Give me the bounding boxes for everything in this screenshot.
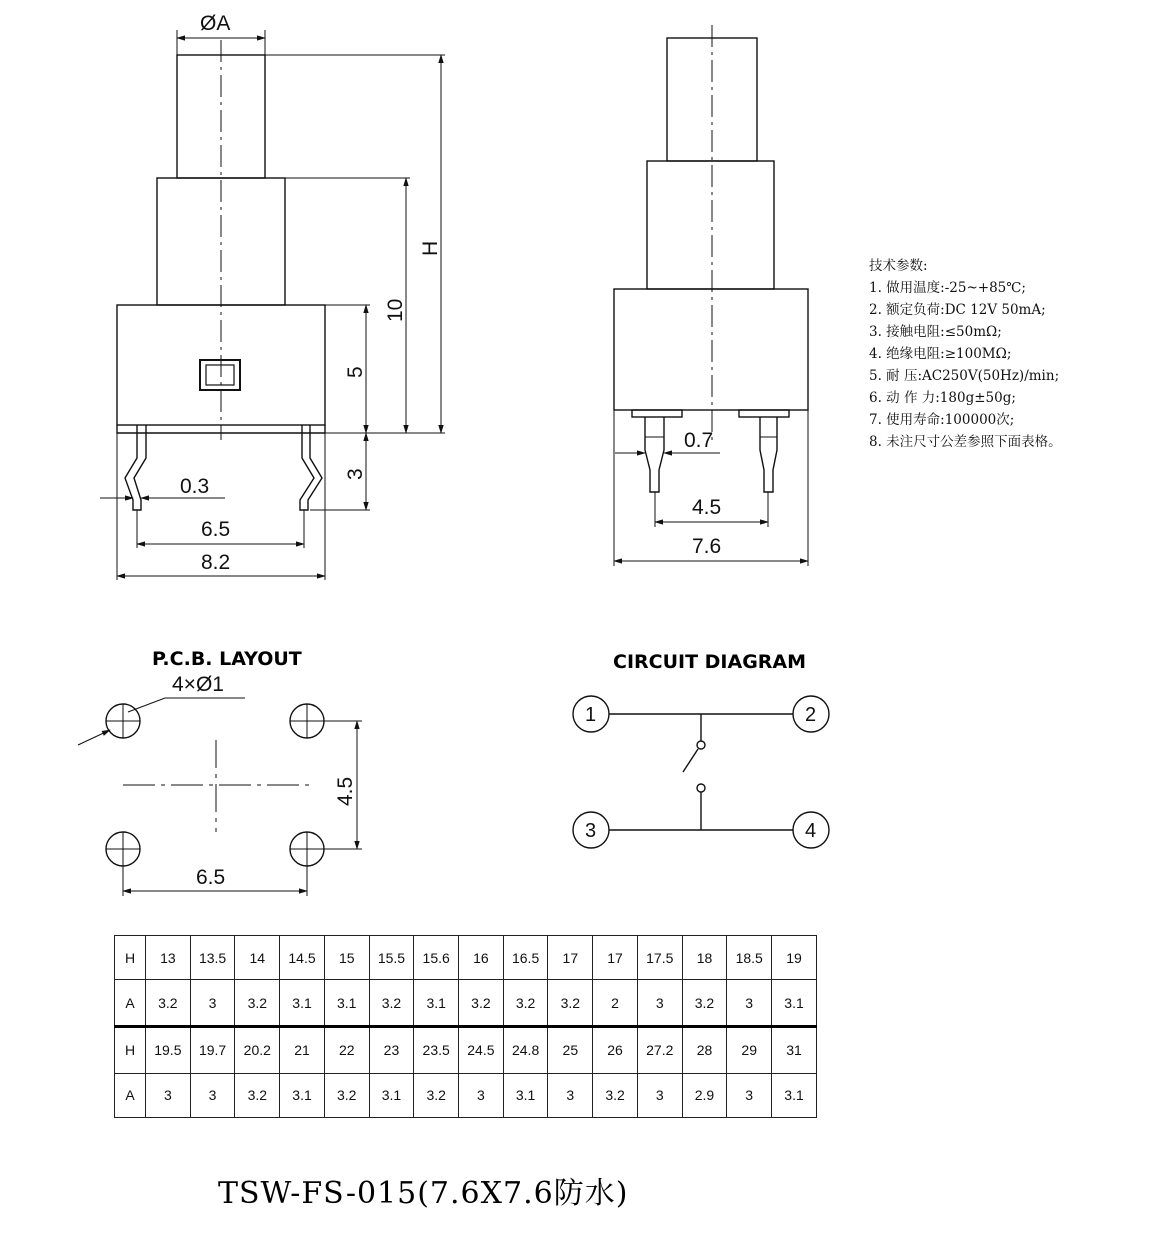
table-cell: 3.2 [593,1073,638,1117]
dim-6-5-label: 6.5 [201,518,231,541]
table-cell: 14.5 [280,936,325,980]
table-cell: 2 [593,980,638,1027]
pcb-hole [290,832,324,866]
table-cell: 3 [727,1073,772,1117]
table-cell: 3 [548,1073,593,1117]
right-leg [300,425,322,510]
table-cell: 15.5 [369,936,414,980]
table-cell: 3.1 [280,1073,325,1117]
table-cell: 27.2 [637,1026,682,1073]
hole-spec-label: 4×Ø1 [172,673,224,696]
table-cell: 16.5 [503,936,548,980]
table-cell: 15.6 [414,936,459,980]
table-cell: 18 [682,936,727,980]
spec-item: 5. 耐 压:AC250V(50Hz)/min; [869,368,1060,384]
table-cell: 14 [235,936,280,980]
table-cell: 2.9 [682,1073,727,1117]
table-cell: 17 [593,936,638,980]
right-pin-side [760,417,777,492]
table-row-header: A [115,980,146,1027]
table-row-header: H [115,936,146,980]
table-row [115,980,817,1027]
pin-1-label: 1 [585,704,597,726]
pin-4-label: 4 [805,820,817,842]
tech-specs [869,255,1062,453]
circuit-diagram [573,696,829,848]
pin-3-label: 3 [585,820,597,842]
table-cell: 3.2 [324,1073,369,1117]
spec-item: 3. 接触电阻:≤50mΩ; [869,324,1002,340]
table-cell: 16 [459,936,504,980]
table-cell: 3.1 [503,1073,548,1117]
spec-item: 6. 动 作 力:180g±50g; [869,390,1016,406]
table-cell: 24.8 [503,1026,548,1073]
table-cell: 3.1 [772,980,817,1027]
table-cell: 31 [772,1026,817,1073]
dimension-table [114,935,817,1118]
table-cell: 3.2 [548,980,593,1027]
table-cell: 22 [324,1026,369,1073]
table-row [115,1026,817,1073]
spec-item: 8. 未注尺寸公差参照下面表格。 [869,434,1062,450]
table-cell: 13 [146,936,191,980]
dim-0-3-label: 0.3 [180,475,210,498]
table-cell: 28 [682,1026,727,1073]
table-cell: 3.2 [682,980,727,1027]
height-h-label: H [419,240,442,256]
pcb-dim-6-5-label: 6.5 [196,866,226,889]
upper-housing-side [647,161,774,289]
table-cell: 3.1 [414,980,459,1027]
table-row [115,1073,817,1117]
table-cell: 3 [146,1073,191,1117]
table-cell: 3.1 [280,980,325,1027]
pcb-dim-4-5-label: 4.5 [334,776,357,806]
table-cell: 29 [727,1026,772,1073]
table-cell: 19.7 [190,1026,235,1073]
table-cell: 3 [637,980,682,1027]
spec-item: 7. 使用寿命:100000次; [869,412,1015,428]
pin-2-label: 2 [805,704,817,726]
table-cell: 3.2 [235,980,280,1027]
table-cell: 3 [459,1073,504,1117]
table-cell: 3.2 [414,1073,459,1117]
dim-3-label: 3 [344,468,367,480]
spec-item: 2. 额定负荷:DC 12V 50mA; [869,302,1046,318]
circuit-diagram-title: CIRCUIT DIAGRAM [613,651,807,673]
table-cell: 3.2 [369,980,414,1027]
table-row-header: H [115,1026,146,1073]
base-body-side [614,289,808,410]
table-cell: 19.5 [146,1026,191,1073]
table-cell: 24.5 [459,1026,504,1073]
table-cell: 3.1 [772,1073,817,1117]
pcb-layout-title: P.C.B. LAYOUT [152,648,302,670]
table-cell: 3.1 [324,980,369,1027]
table-row [115,936,817,980]
table-cell: 19 [772,936,817,980]
table-cell: 20.2 [235,1026,280,1073]
table-cell: 3.2 [459,980,504,1027]
side-view [614,25,808,566]
table-cell: 3 [190,1073,235,1117]
table-cell: 3.1 [369,1073,414,1117]
dim-10-label: 10 [384,298,407,322]
dim-4-5-side-label: 4.5 [692,496,722,519]
dim-7-6-label: 7.6 [692,535,722,558]
table-cell: 18.5 [727,936,772,980]
table-cell: 3.2 [146,980,191,1027]
dim-5-label: 5 [344,366,367,378]
table-cell: 21 [280,1026,325,1073]
switch-blade [683,749,698,772]
table-row-header: A [115,1073,146,1117]
table-cell: 25 [548,1026,593,1073]
table-cell: 3.2 [503,980,548,1027]
table-cell: 23 [369,1026,414,1073]
table-cell: 13.5 [190,936,235,980]
dia-a-label: ØA [200,12,231,35]
table-cell: 3.2 [235,1073,280,1117]
spec-item: 4. 绝缘电阻:≥100MΩ; [869,346,1012,362]
left-pin-side [645,417,664,492]
pcb-hole [106,832,140,866]
table-cell: 3 [727,980,772,1027]
dim-0-7-label: 0.7 [684,429,714,452]
pcb-hole [290,704,324,738]
pcb-hole [106,704,140,738]
dim-8-2-label: 8.2 [201,551,231,574]
table-cell: 26 [593,1026,638,1073]
table-cell: 17.5 [637,936,682,980]
switch-contact [697,784,705,792]
specs-title: 技术参数: [869,258,928,274]
table-cell: 3 [190,980,235,1027]
spec-item: 1. 做用温度:-25~+85℃; [869,280,1026,296]
table-cell: 15 [324,936,369,980]
switch-contact [697,741,705,749]
left-leg [125,425,146,510]
table-cell: 23.5 [414,1026,459,1073]
table-cell: 17 [548,936,593,980]
model-name: TSW-FS-015(7.6X7.6防水) [218,1176,629,1211]
table-cell: 3 [637,1073,682,1117]
